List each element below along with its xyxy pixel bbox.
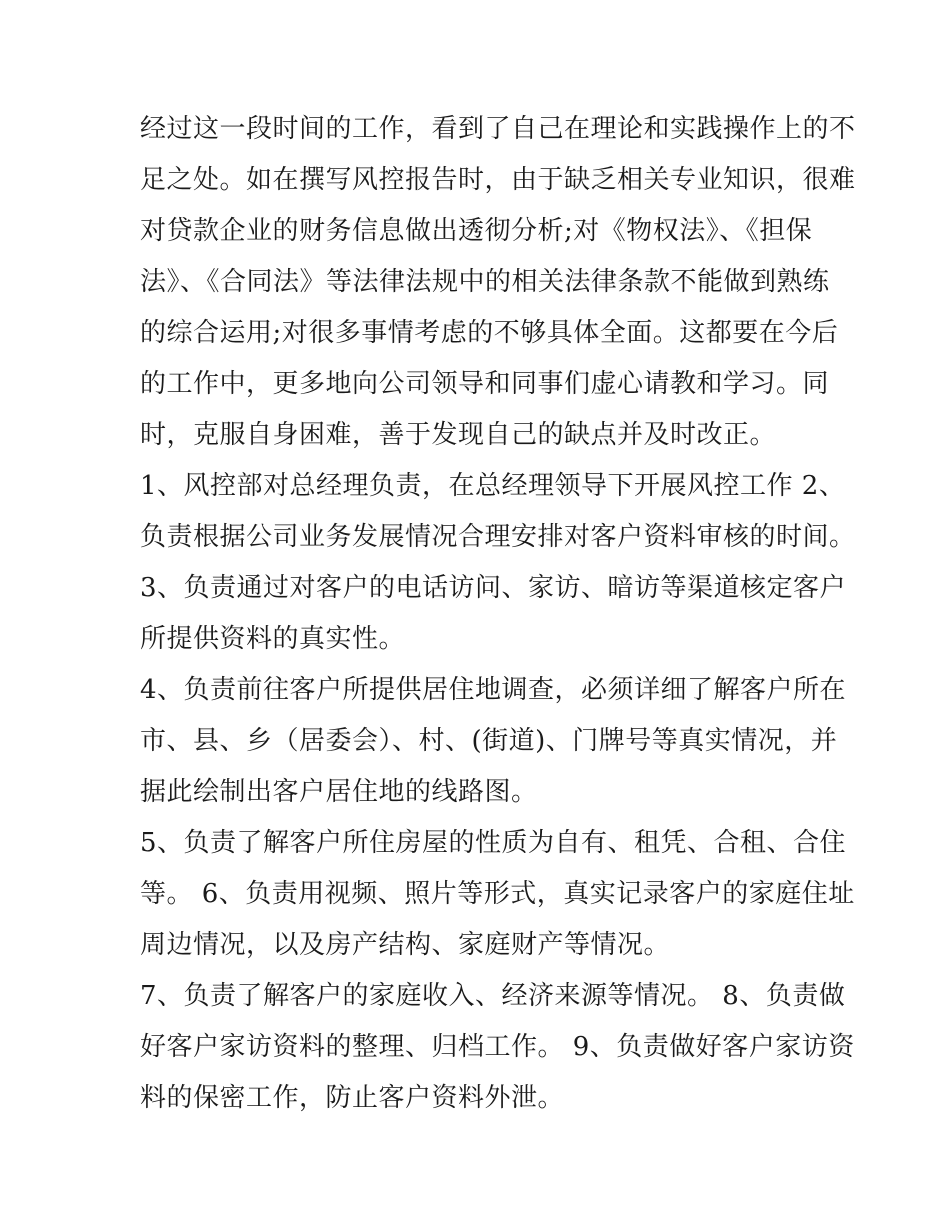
text-line: 料的保密工作，防止客户资料外泄。 xyxy=(140,1083,565,1113)
text-line: 的工作中，更多地向公司领导和同事们虚心请教和学习。同 xyxy=(140,369,830,399)
text-line: 5、负责了解客户所住房屋的性质为自有、租凭、合租、合住 xyxy=(140,828,847,858)
text-line: 周边情况，以及房产结构、家庭财产等情况。 xyxy=(140,930,671,960)
text-line: 4、负责前往客户所提供居住地调查，必须详细了解客户所在 xyxy=(140,675,847,705)
text-line: 1、风控部对总经理负责，在总经理领导下开展风控工作 2、 xyxy=(140,471,846,501)
text-line: 市、县、乡（居委会）、村、(街道)、门牌号等真实情况，并 xyxy=(140,726,838,756)
text-line: 等。 6、负责用视频、照片等形式，真实记录客户的家庭住址 xyxy=(140,879,855,909)
text-line: 法》、《合同法》等法律法规中的相关法律条款不能做到熟练 xyxy=(140,267,830,297)
text-line: 对贷款企业的财务信息做出透彻分析;对《物权法》、《担保 xyxy=(140,216,813,246)
document-body xyxy=(140,104,856,1124)
text-line: 的综合运用;对很多事情考虑的不够具体全面。这都要在今后 xyxy=(140,318,839,348)
text-line: 经过这一段时间的工作，看到了自己在理论和实践操作上的不 xyxy=(140,114,856,144)
text-line: 据此绘制出客户居住地的线路图。 xyxy=(140,777,538,807)
text-line: 所提供资料的真实性。 xyxy=(140,624,406,654)
text-line: 时，克服自身困难，善于发现自己的缺点并及时改正。 xyxy=(140,420,777,450)
text-line: 负责根据公司业务发展情况合理安排对客户资料审核的时间。 xyxy=(140,522,856,552)
text-line: 7、负责了解客户的家庭收入、经济来源等情况。 8、负责做 xyxy=(140,981,846,1011)
text-line: 3、负责通过对客户的电话访问、家访、暗访等渠道核定客户 xyxy=(140,573,847,603)
text-line: 足之处。如在撰写风控报告时，由于缺乏相关专业知识，很难 xyxy=(140,165,856,195)
text-line: 好客户家访资料的整理、归档工作。 9、负责做好客户家访资 xyxy=(140,1032,855,1062)
